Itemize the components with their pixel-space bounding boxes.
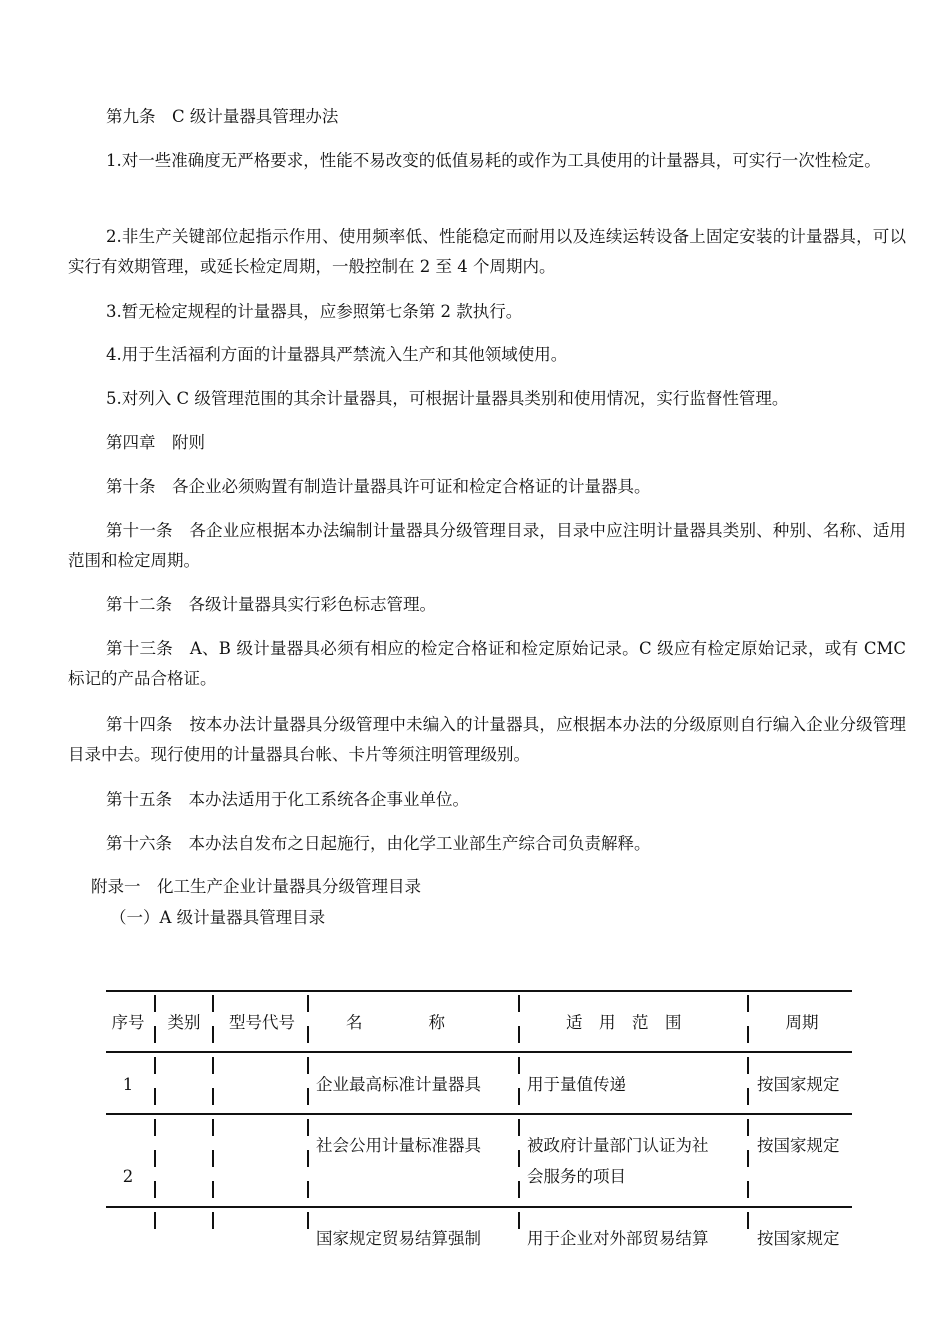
- column-separator: [307, 1057, 309, 1074]
- article-15: 第十五条 本办法适用于化工系统各企事业单位。: [106, 790, 469, 809]
- row-period: 按国家规定: [757, 1229, 840, 1248]
- column-separator: [747, 1150, 749, 1167]
- column-separator: [747, 1119, 749, 1136]
- header-scope: 适 用 范 围: [566, 1013, 682, 1032]
- article-12: 第十二条 各级计量器具实行彩色标志管理。: [106, 595, 436, 614]
- header-model: 型号代号: [229, 1013, 295, 1032]
- header-period: 周期: [785, 1013, 819, 1032]
- column-separator: [154, 995, 156, 1012]
- column-separator: [518, 1212, 520, 1229]
- column-separator: [307, 1181, 309, 1198]
- column-separator: [518, 1026, 520, 1043]
- column-separator: [154, 1088, 156, 1105]
- column-separator: [154, 1057, 156, 1074]
- table-rule: [106, 1113, 852, 1115]
- article-11: 第十一条 各企业应根据本办法编制计量器具分级管理目录，目录中应注明计量器具类别、种别、名称、适用范围和检定周期。: [68, 521, 906, 570]
- column-separator: [212, 1181, 214, 1198]
- table-rule: [106, 1051, 852, 1053]
- article-9-item-3: 3.暂无检定规程的计量器具，应参照第七条第 2 款执行。: [106, 302, 523, 321]
- column-separator: [212, 995, 214, 1012]
- row-name: 国家规定贸易结算强制: [316, 1229, 481, 1248]
- column-separator: [154, 1119, 156, 1136]
- article-10: 第十条 各企业必须购置有制造计量器具许可证和检定合格证的计量器具。: [106, 477, 651, 496]
- appendix-title: 附录一 化工生产企业计量器具分级管理目录: [91, 877, 421, 896]
- article-16: 第十六条 本办法自发布之日起施行，由化学工业部生产综合司负责解释。: [106, 834, 651, 853]
- column-separator: [518, 1119, 520, 1136]
- header-category: 类别: [167, 1013, 201, 1032]
- article-9-item-2: 2.非生产关键部位起指示作用、使用频率低、性能稳定而耐用以及连续运转设备上固定安装的计量器具，可以实行有效期管理，或延长检定周期，一般控制在 2 至 4 个周期内。: [68, 227, 906, 276]
- row-seq: 1: [122, 1075, 134, 1094]
- column-separator: [154, 1026, 156, 1043]
- row-scope-line-1: 被政府计量部门认证为社: [527, 1136, 709, 1155]
- row-seq: 2: [122, 1167, 134, 1186]
- row-period: 按国家规定: [757, 1136, 840, 1155]
- row-period: 按国家规定: [757, 1075, 840, 1094]
- appendix-subtitle: （一）A 级计量器具管理目录: [110, 908, 326, 927]
- article-9-item-1: 1.对一些准确度无严格要求，性能不易改变的低值易耗的或作为工具使用的计量器具，可实行一次性检定。: [106, 151, 881, 170]
- column-separator: [518, 1150, 520, 1167]
- column-separator: [307, 995, 309, 1012]
- header-name: 名 称: [346, 1013, 445, 1032]
- table-rule: [106, 1206, 852, 1208]
- article-13: 第十三条 A、B 级计量器具必须有相应的检定合格证和检定原始记录。C 级应有检定原始记录，或有 CMC 标记的产品合格证。: [68, 639, 906, 688]
- column-separator: [212, 1119, 214, 1136]
- column-separator: [212, 1212, 214, 1229]
- column-separator: [307, 1150, 309, 1167]
- row-name: 企业最高标准计量器具: [316, 1075, 481, 1094]
- column-separator: [307, 1119, 309, 1136]
- column-separator: [212, 1057, 214, 1074]
- column-separator: [307, 1212, 309, 1229]
- column-separator: [747, 1212, 749, 1229]
- row-scope-line-2: 会服务的项目: [527, 1167, 626, 1186]
- column-separator: [212, 1150, 214, 1167]
- row-scope: 用于量值传递: [527, 1075, 626, 1094]
- article-9-item-5: 5.对列入 C 级管理范围的其余计量器具，可根据计量器具类别和使用情况，实行监督性管理。: [106, 389, 789, 408]
- column-separator: [154, 1212, 156, 1229]
- column-separator: [518, 1088, 520, 1105]
- column-separator: [747, 1088, 749, 1105]
- column-separator: [747, 1181, 749, 1198]
- column-separator: [518, 995, 520, 1012]
- column-separator: [747, 995, 749, 1012]
- column-separator: [518, 1057, 520, 1074]
- column-separator: [154, 1181, 156, 1198]
- chapter-4-heading: 第四章 附则: [106, 433, 205, 452]
- table-rule: [106, 990, 852, 992]
- column-separator: [747, 1057, 749, 1074]
- column-separator: [307, 1088, 309, 1105]
- article-9-heading: 第九条 C 级计量器具管理办法: [106, 107, 339, 126]
- article-9-item-4: 4.用于生活福利方面的计量器具严禁流入生产和其他领域使用。: [106, 345, 568, 364]
- header-seq: 序号: [111, 1013, 145, 1032]
- article-14: 第十四条 按本办法计量器具分级管理中未编入的计量器具，应根据本办法的分级原则自行编入企业分级管理目录中去。现行使用的计量器具台帐、卡片等须注明管理级别。: [68, 715, 906, 764]
- column-separator: [212, 1026, 214, 1043]
- row-scope: 用于企业对外部贸易结算: [527, 1229, 709, 1248]
- column-separator: [747, 1026, 749, 1043]
- column-separator: [518, 1181, 520, 1198]
- column-separator: [154, 1150, 156, 1167]
- column-separator: [307, 1026, 309, 1043]
- row-name: 社会公用计量标准器具: [316, 1136, 481, 1155]
- column-separator: [212, 1088, 214, 1105]
